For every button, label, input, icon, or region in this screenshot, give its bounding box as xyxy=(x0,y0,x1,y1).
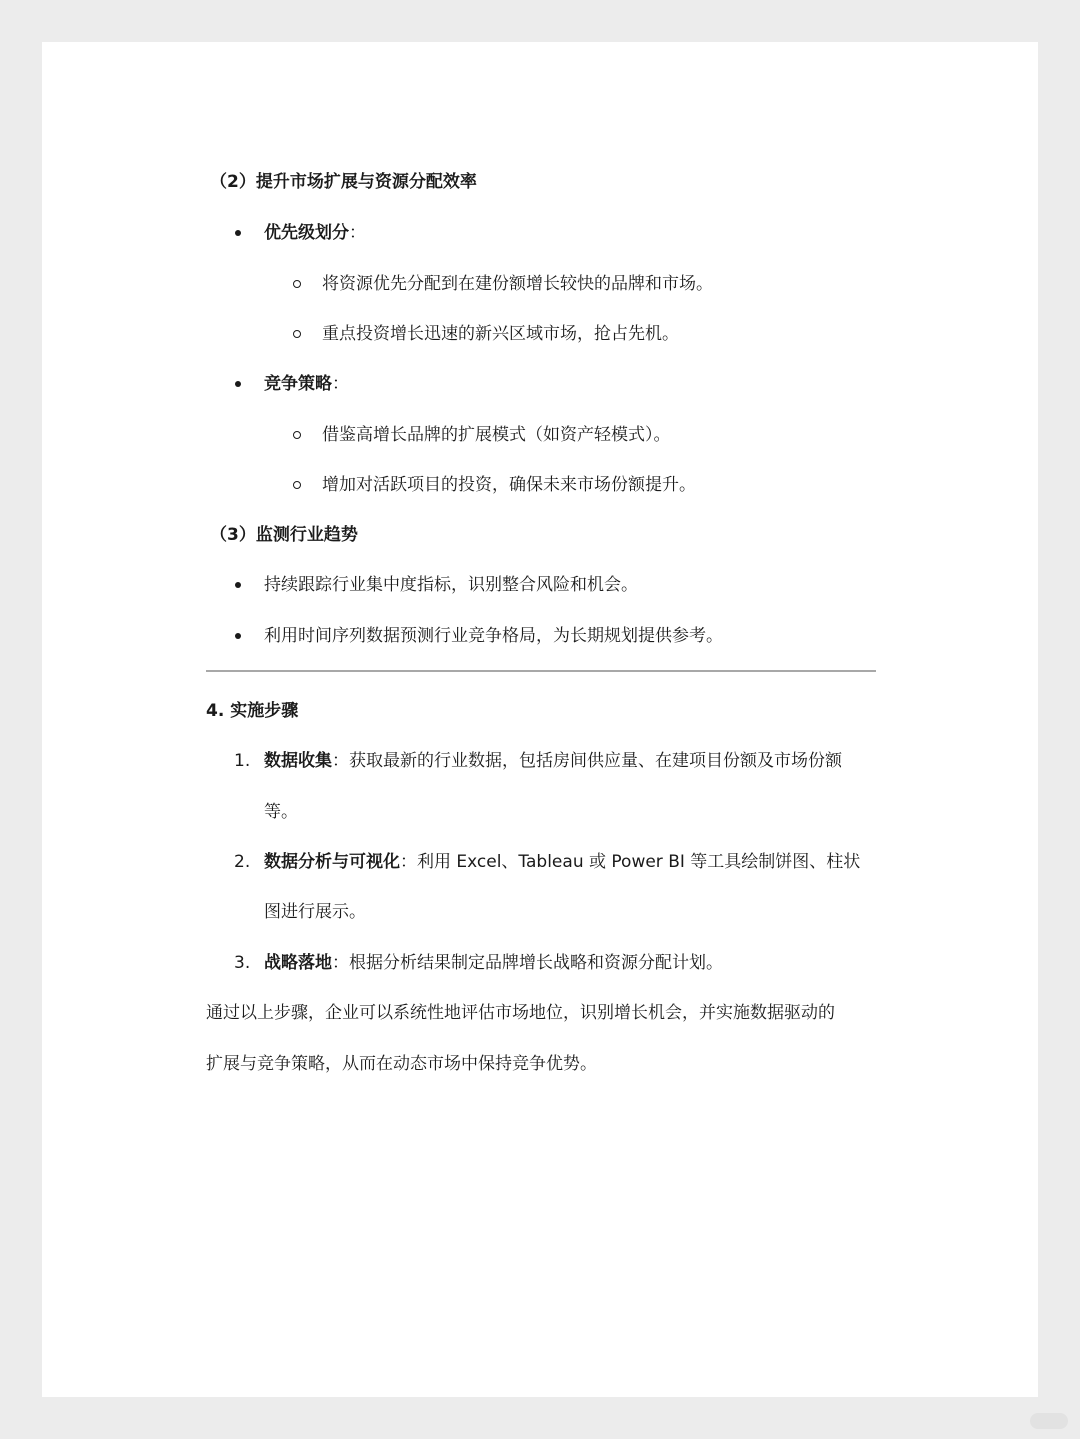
bullet-label: 竞争策略 xyxy=(264,374,332,394)
document-page xyxy=(42,42,1038,1397)
step-text: 利用 Excel、Tableau 或 Power BI 等工具绘制饼图、柱状 xyxy=(417,852,861,872)
bullet-circle-icon xyxy=(293,272,307,296)
list-item xyxy=(264,850,860,874)
step-number: 2. xyxy=(234,852,251,872)
bullet-dot-icon xyxy=(235,372,249,396)
list-item: 重点投资增长迅速的新兴区域市场，抢占先机。 xyxy=(322,324,679,344)
step-number: 1. xyxy=(234,751,251,771)
step-separator: ： xyxy=(400,852,417,872)
list-item: 将资源优先分配到在建份额增长较快的品牌和市场。 xyxy=(322,274,713,294)
step-text-continued: 图进行展示。 xyxy=(264,902,366,922)
step-number: 3. xyxy=(234,953,251,973)
list-item xyxy=(264,749,842,773)
step-separator: ： xyxy=(332,751,349,771)
list-item xyxy=(264,951,723,975)
section3-heading: （3）监测行业趋势 xyxy=(210,525,358,545)
step-label: 数据分析与可视化 xyxy=(264,852,400,872)
step-label: 战略落地 xyxy=(264,953,332,973)
conclusion-paragraph-continued: 扩展与竞争策略，从而在动态市场中保持竞争优势。 xyxy=(206,1054,597,1074)
watermark-badge xyxy=(1030,1413,1068,1429)
list-item xyxy=(264,221,366,245)
bullet-dot-icon xyxy=(235,624,249,648)
bullet-colon: ： xyxy=(332,374,349,394)
horizontal-divider xyxy=(206,670,876,672)
step-text-continued: 等。 xyxy=(264,802,298,822)
conclusion-paragraph: 通过以上步骤，企业可以系统性地评估市场地位，识别增长机会，并实施数据驱动的 xyxy=(206,1003,835,1023)
list-item: 利用时间序列数据预测行业竞争格局，为长期规划提供参考。 xyxy=(264,626,723,646)
list-item: 借鉴高增长品牌的扩展模式（如资产轻模式）。 xyxy=(322,425,671,445)
bullet-circle-icon xyxy=(293,423,307,447)
bullet-circle-icon xyxy=(293,322,307,346)
bullet-circle-icon xyxy=(293,473,307,497)
list-item xyxy=(264,372,349,396)
bullet-dot-icon xyxy=(235,221,249,245)
bullet-label: 优先级划分 xyxy=(264,223,349,243)
step-label: 数据收集 xyxy=(264,751,332,771)
list-item: 增加对活跃项目的投资，确保未来市场份额提升。 xyxy=(322,475,696,495)
step-text: 获取最新的行业数据，包括房间供应量、在建项目份额及市场份额 xyxy=(349,751,842,771)
bullet-dot-icon xyxy=(235,573,249,597)
section2-heading: （2）提升市场扩展与资源分配效率 xyxy=(210,172,477,192)
step-text: 根据分析结果制定品牌增长战略和资源分配计划。 xyxy=(349,953,723,973)
list-item: 持续跟踪行业集中度指标，识别整合风险和机会。 xyxy=(264,575,638,595)
section4-heading: 4. 实施步骤 xyxy=(206,701,299,721)
bullet-colon: ： xyxy=(349,223,366,243)
step-separator: ： xyxy=(332,953,349,973)
